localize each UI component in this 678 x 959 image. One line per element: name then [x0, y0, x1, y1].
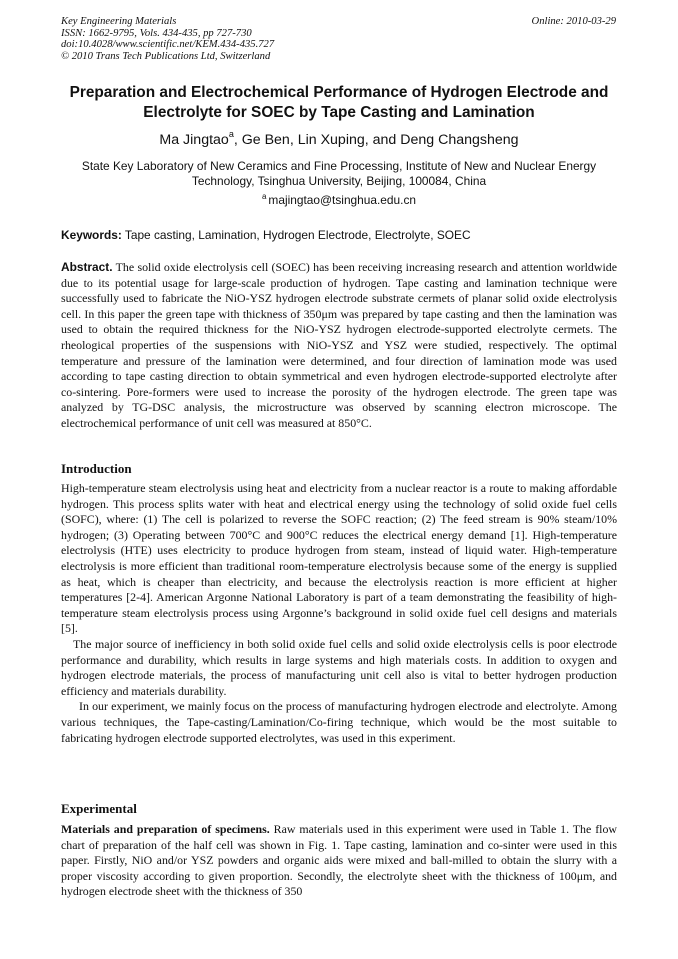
author-list — [61, 131, 617, 149]
journal-name: Key Engineering Materials — [61, 16, 177, 27]
issn-line: ISSN: 1662-9795, Vols. 434-435, pp 727-730 — [61, 27, 252, 39]
introduction-heading: Introduction — [61, 461, 132, 476]
abstract-label: Abstract. — [61, 260, 113, 274]
keywords-label: Keywords: — [61, 228, 122, 242]
doi-line[interactable]: doi:10.4028/www.scientific.net/KEM.434-435.727 — [61, 39, 275, 51]
affiliation: State Key Laboratory of New Ceramics and Fine Processing, Institute of New and Nuclear Energy Technology, Tsinghua University, Beijing, 100084, China — [81, 159, 597, 189]
paper-title: Preparation and Electrochemical Performance of Hydrogen Electrode and Electrolyte for SOEC by Tape Casting and Lamination — [69, 84, 609, 121]
email-address[interactable]: majingtao@tsinghua.edu.cn — [268, 193, 417, 207]
experimental-text: Raw materials used in this experiment were used in Table 1. The flow chart of preparation of the half cell was shown in Fig. 1. Tape casting, lamination and co-sinter were used in this paper. Firstly, NiO and/or YSZ powders and organic aids were mixed and ball-milled to obtain the slurry with a proper viscosity according to given proportion. Secondly, the electrolyte sheet with the thickness of 100μm, and hydrogen electrode sheet with the thickness of 350 — [61, 822, 617, 899]
keywords — [61, 228, 617, 243]
intro-paragraph-1: High-temperature steam electrolysis using heat and electricity from a nuclear reactor is a route to making affordable hydrogen. This process splits water with heat and electrical energy using the technology of solid oxide fuel cells (SOFC), where: (1) The cell is polarized to reverse the SOFC reaction; (2) The feed stream is 90% steam/10% hydrogen; (3) Operating between 700°C and 900°C reduces the electrical energy demand [1]. High-temperature electrolysis (HTE) uses electricity to produce hydrogen from steam, instead of liquid water. High-temperature electrolysis is more efficient than traditional room-temperature electrolysis because some of the energy is supplied as heat, which is cheaper than electricity, and because the electrolysis reaction is more efficient at higher temperatures [2-4]. American Argonne National Laboratory is part of a team demonstrating the feasibility of high-temperature steam electrolysis process using Argonne’s background in solid oxide fuel cell designs and materials [5]. — [61, 481, 617, 636]
abstract — [61, 260, 617, 432]
experimental-body — [61, 822, 617, 900]
online-date: Online: 2010-03-29 — [531, 16, 616, 27]
author-first: Ma Jingtao — [159, 132, 229, 148]
author-email — [61, 193, 617, 208]
intro-paragraph-2: The major source of inefficiency in both solid oxide fuel cells and solid oxide electrolysis cells is poor electrode performance and durability, which results in large systems and high materials costs. In addition to oxygen and hydrogen electrode materials, the process of manufacturing unit cell also is vital to better hydrogen production efficiency and materials durability. — [61, 636, 617, 698]
experimental-subheading: Materials and preparation of specimens. — [61, 822, 270, 836]
keywords-text: Tape casting, Lamination, Hydrogen Electrode, Electrolyte, SOEC — [124, 228, 471, 242]
copyright-line: © 2010 Trans Tech Publications Ltd, Switzerland — [61, 50, 271, 62]
abstract-text: The solid oxide electrolysis cell (SOEC) has been receiving increasing research and attention worldwide due to its potential usage for large-scale production of hydrogen. Tape casting and lamination technique were successfully used to fabricate the NiO-YSZ hydrogen electrode substrate cermets of planar solid oxide electrolysis cell. In this paper the green tape with thickness of 350μm was prepared by tape casting and then the lamination was used to obtain the required thickness for the NiO-YSZ hydrogen electrode-supported electrolyte cermets. The rheological properties of the suspensions with NiO-YSZ and YSZ were studied, respectively. The optimal temperature and pressure of the lamination were determined, and four direction of lamination mode was used according to tape casting direction to obtain symmetrical and even hydrogen electrode-supported electrolyte after co-sintering. Pore-formers were used to increase the porosity of the hydrogen electrode. The green tape was analyzed by TG-DSC analysis, the microstructure was observed by scanning electron microscope. The electrochemical performance of unit cell was measured at 850°C. — [61, 260, 617, 430]
author-rest: , Ge Ben, Lin Xuping, and Deng Changsheng — [233, 132, 519, 148]
author-superscript: a — [228, 129, 234, 139]
experimental-heading: Experimental — [61, 801, 137, 816]
email-superscript: a — [261, 192, 267, 201]
journal-header — [61, 16, 481, 62]
introduction-body — [61, 481, 617, 746]
intro-paragraph-3: In our experiment, we mainly focus on the process of manufacturing hydrogen electrode and electrolyte. Among various techniques, the Tape-casting/Lamination/Co-firing technique, which would be the most suitable to fabricating hydrogen electrode supported electrolytes, was used in this experiment. — [61, 699, 617, 745]
